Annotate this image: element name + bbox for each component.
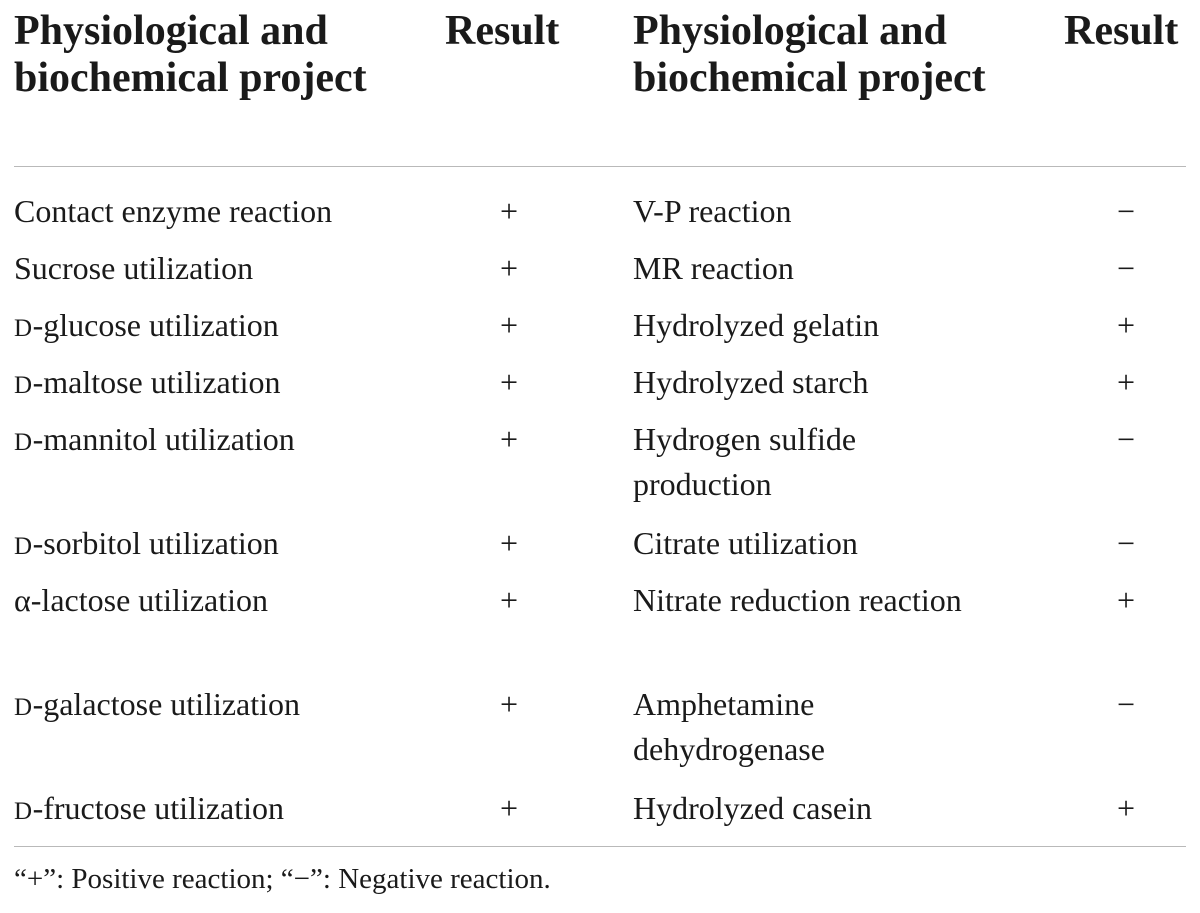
row-project-right: Amphetamine dehydrogenase (633, 686, 825, 767)
header-project-left: Physiological and biochemical project (14, 8, 367, 101)
table-header (14, 0, 1186, 167)
small-caps-prefix: D (14, 429, 33, 456)
row-project-left (14, 246, 434, 291)
table-body (14, 167, 1186, 843)
row-project-right: V-P reaction (633, 193, 792, 229)
row-project-left (14, 786, 434, 834)
project-name: -fructose utilization (32, 790, 285, 826)
table-row (14, 682, 1186, 786)
table-row (14, 578, 1186, 682)
row-result-left: + (499, 790, 519, 826)
row-project-left (14, 521, 434, 569)
small-caps-prefix: D (14, 798, 33, 825)
row-result-right: + (1116, 307, 1136, 343)
row-project-right: Citrate utilization (633, 525, 858, 561)
row-project-right: Hydrogen sulfide production (633, 421, 857, 502)
table-row (14, 360, 1186, 417)
small-caps-prefix: D (14, 694, 33, 721)
row-result-right: + (1116, 364, 1136, 400)
row-project-right: Hydrolyzed casein (633, 790, 873, 826)
project-name: Contact enzyme reaction (14, 193, 333, 229)
row-result-right: + (1116, 582, 1136, 618)
row-result-right: + (1116, 790, 1136, 826)
table-footnote: “+”: Positive reaction; “−”: Negative reaction. (14, 846, 1186, 897)
row-result-right: − (1116, 250, 1136, 286)
table-row (14, 303, 1186, 360)
table-row (14, 417, 1186, 521)
row-result-left: + (499, 421, 519, 457)
project-name: -mannitol utilization (32, 421, 295, 457)
small-caps-prefix: D (14, 315, 33, 342)
table-row (14, 189, 1186, 246)
project-name: -glucose utilization (32, 307, 279, 343)
row-project-left (14, 417, 434, 465)
row-result-right: − (1116, 525, 1136, 561)
row-project-left (14, 578, 434, 623)
row-result-right: − (1116, 193, 1136, 229)
results-table (14, 0, 1186, 895)
row-project-left (14, 189, 434, 234)
row-result-right: − (1116, 686, 1136, 722)
project-name: Sucrose utilization (14, 250, 254, 286)
small-caps-prefix: D (14, 533, 33, 560)
table-row (14, 786, 1186, 843)
project-name: -maltose utilization (32, 364, 281, 400)
row-result-left: + (499, 250, 519, 286)
row-project-right: Hydrolyzed gelatin (633, 307, 880, 343)
row-project-left (14, 682, 434, 730)
row-project-left (14, 360, 434, 408)
row-project-right: Nitrate reduction reaction (633, 582, 962, 618)
row-result-left: + (499, 364, 519, 400)
row-result-left: + (499, 582, 519, 618)
table-row (14, 521, 1186, 578)
row-project-right: Hydrolyzed starch (633, 364, 869, 400)
header-result-right: Result (1064, 8, 1179, 54)
row-project-left (14, 303, 434, 351)
header-result-left: Result (445, 8, 560, 54)
row-result-left: + (499, 525, 519, 561)
row-result-right: − (1116, 421, 1136, 457)
project-name: -sorbitol utilization (32, 525, 279, 561)
row-project-right: MR reaction (633, 250, 794, 286)
row-result-left: + (499, 193, 519, 229)
small-caps-prefix: D (14, 372, 33, 399)
table-row (14, 246, 1186, 303)
row-result-left: + (499, 686, 519, 722)
header-project-right: Physiological and biochemical project (633, 8, 986, 101)
project-name: α-lactose utilization (14, 582, 269, 618)
project-name: -galactose utilization (32, 686, 301, 722)
row-result-left: + (499, 307, 519, 343)
